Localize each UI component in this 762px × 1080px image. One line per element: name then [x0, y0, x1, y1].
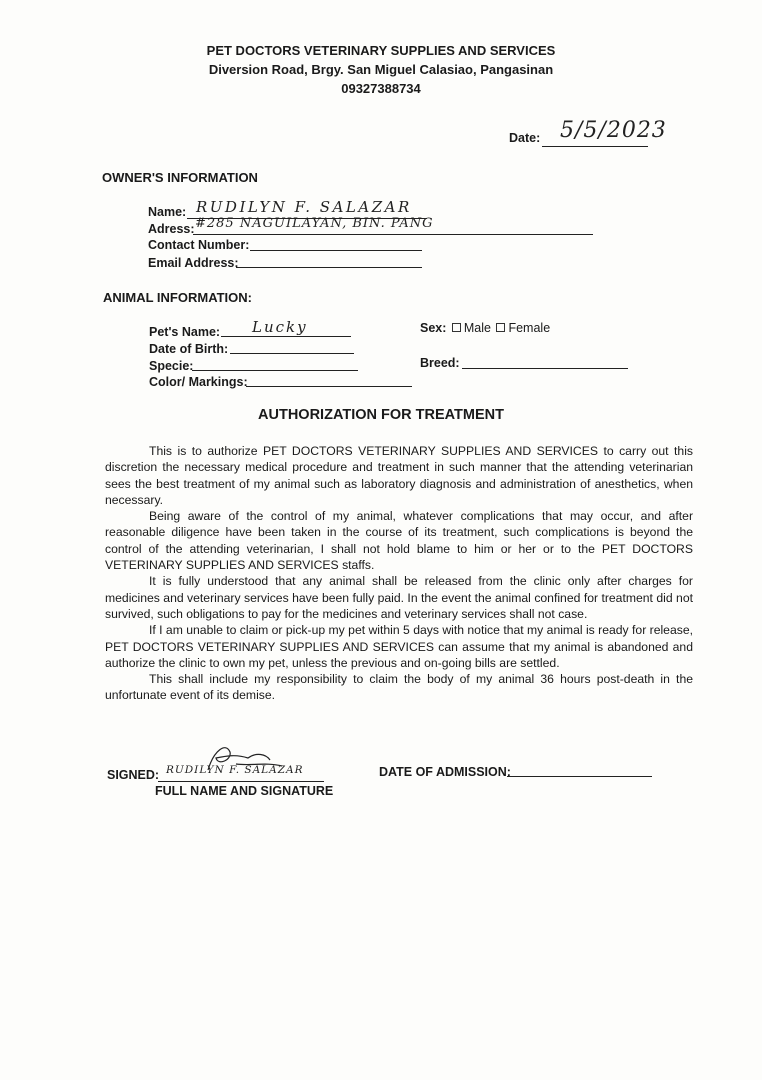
contact-label: Contact Number: — [148, 238, 250, 252]
date-line — [542, 146, 648, 147]
email-label: Email Address: — [148, 256, 239, 270]
date-label: Date: — [509, 131, 541, 145]
paragraph-4: If I am unable to claim or pick-up my pet within 5 days with notice that my animal is ready for release, PET DOCTORS VETERINARY SUPPLIES AND SERVICES can assume that my animal is abandoned and authorize the clinic to own my pet, unless the previous and on-going bills are settled. — [105, 623, 693, 670]
sex-label: Sex: — [420, 321, 447, 335]
contact-line — [250, 250, 422, 251]
address-line — [193, 234, 593, 235]
business-address: Diversion Road, Brgy. San Miguel Calasiao, Pangasinan — [208, 62, 554, 77]
signature-scribble-icon — [196, 740, 296, 780]
pet-name-label: Pet's Name: — [149, 325, 221, 339]
signed-line — [158, 781, 324, 782]
address-value: #285 NAGUILAYAN, BIN. PANG — [195, 216, 434, 231]
address-label: Adress: — [148, 222, 195, 236]
dob-label: Date of Birth: — [149, 342, 229, 356]
name-value: RUDILYN F. SALAZAR — [196, 198, 412, 216]
paragraph-5: This shall include my responsibility to claim the body of my animal 36 hours post-death in the unfortunate event of its demise. — [105, 672, 693, 703]
paragraph-2: Being aware of the control of my animal, whatever complications that may occur, and after reasonable diligence have been taken in the course of its treatment, such complications is beyond the control of the attending veterinarian, I shall not hold blame to him or her or to the PET DOCTORS VETERINARY SUPPLIES AND SERVICES staffs. — [105, 509, 693, 573]
signed-label: SIGNED: — [107, 768, 160, 782]
authorization-title: AUTHORIZATION FOR TREATMENT — [258, 407, 504, 423]
specie-label: Specie: — [149, 359, 194, 373]
pet-name-line — [221, 336, 351, 337]
date-value: 5/5/2023 — [560, 118, 667, 143]
signed-value: RUDILYN F. SALAZAR — [166, 764, 304, 776]
dob-line — [230, 353, 354, 354]
male-label: Male — [463, 321, 491, 335]
authorization-body — [105, 443, 693, 704]
specie-line — [192, 370, 358, 371]
business-name: PET DOCTORS VETERINARY SUPPLIES AND SERVICES — [206, 43, 556, 58]
breed-line — [462, 368, 628, 369]
color-label: Color/ Markings: — [149, 375, 248, 389]
name-label: Name: — [148, 205, 187, 219]
sex-field — [420, 321, 550, 335]
owner-section-title: OWNER'S INFORMATION — [102, 170, 258, 185]
animal-section-title: ANIMAL INFORMATION: — [103, 290, 252, 305]
paragraph-1: This is to authorize PET DOCTORS VETERINARY SUPPLIES AND SERVICES to carry out this discretion the necessary medical procedure and treatment in such manner that the attending veterinarian sees the best treatment of my animal such as laboratory diagnosis and administration of anesthetics, when necessary. — [105, 444, 693, 507]
color-line — [246, 386, 412, 387]
admission-line — [507, 776, 652, 777]
male-checkbox[interactable] — [452, 323, 461, 332]
paragraph-3: It is fully understood that any animal shall be released from the clinic only after charges for medicines and veterinary services have been fully paid. In the event the animal confined for treatment did not survived, such obligations to pay for the medicines and veterinary services shall not case. — [105, 574, 693, 621]
breed-label: Breed: — [420, 356, 460, 370]
admission-label: DATE OF ADMISSION: — [379, 765, 511, 779]
pet-name-value: Lucky — [252, 318, 308, 336]
email-line — [236, 267, 422, 268]
full-name-label: FULL NAME AND SIGNATURE — [155, 784, 334, 798]
business-phone: 09327388734 — [341, 81, 421, 96]
female-label: Female — [508, 321, 551, 335]
female-checkbox[interactable] — [496, 323, 505, 332]
